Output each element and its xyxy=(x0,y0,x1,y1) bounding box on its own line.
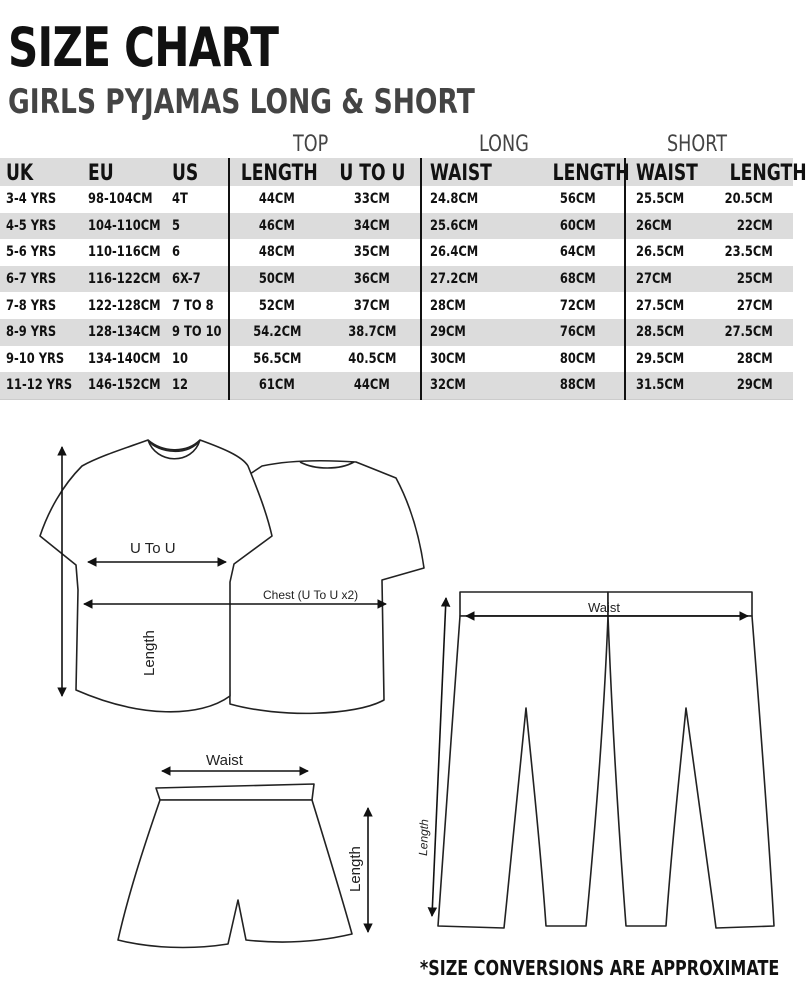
cell-long-length: 64CM xyxy=(560,244,596,261)
cell-uk: 8-9 YRS xyxy=(0,319,84,346)
cell-uk: 6-7 YRS xyxy=(0,266,84,293)
cell-short-waist: 25.5CM xyxy=(625,186,708,213)
cell-short-waist: 26.5CM xyxy=(625,239,708,266)
cell-top-u-to-u: 44CM xyxy=(324,372,421,399)
cell-us: 6X-7 xyxy=(170,266,229,293)
cell-top-length: 52CM xyxy=(229,292,324,319)
cell-long-waist: 27.2CM xyxy=(421,266,531,293)
cell-long-waist: 30CM xyxy=(421,346,531,373)
cell-top-length: 48CM xyxy=(229,239,324,266)
cell-uk: 7-8 YRS xyxy=(6,297,57,314)
cell-top-u-to-u: 35CM xyxy=(354,244,390,261)
cell-eu: 122-128CM xyxy=(88,297,161,314)
cell-long-waist: 32CM xyxy=(421,372,531,399)
cell-eu: 134-140CM xyxy=(88,350,161,367)
long-length-label: Length xyxy=(416,818,432,857)
cell-eu: 146-152CM xyxy=(84,372,170,399)
group-label-short: SHORT xyxy=(667,132,727,157)
cell-long-waist: 25.6CM xyxy=(421,213,531,240)
header-us: US xyxy=(170,158,229,186)
header-short-waist: WAIST xyxy=(625,158,708,186)
cell-long-waist: 29CM xyxy=(421,319,531,346)
cell-short-length: 25CM xyxy=(708,266,793,293)
cell-long-length: 88CM xyxy=(531,372,625,399)
cell-long-waist: 26.4CM xyxy=(421,239,531,266)
chest-label: Chest (U To U x2) xyxy=(263,588,359,602)
cell-top-u-to-u: 36CM xyxy=(324,266,421,293)
cell-short-length: 27.5CM xyxy=(708,319,793,346)
cell-long-length: 80CM xyxy=(560,350,596,367)
cell-uk: 5-6 YRS xyxy=(6,244,57,261)
cell-top-length: 50CM xyxy=(229,266,324,293)
cell-top-length: 56.5CM xyxy=(229,346,324,373)
shorts-waist-label: Waist xyxy=(206,752,243,769)
header-top-length: LENGTH xyxy=(229,158,324,186)
cell-top-u-to-u: 33CM xyxy=(354,191,390,208)
cell-us: 5 xyxy=(170,213,229,240)
cell-long-length: 72CM xyxy=(560,297,596,314)
cell-top-u-to-u: 40.5CM xyxy=(347,350,397,367)
cell-eu: 116-122CM xyxy=(84,266,170,293)
page-subtitle: GIRLS PYJAMAS LONG & SHORT xyxy=(8,82,475,122)
cell-long-waist: 28CM xyxy=(421,292,531,319)
header-short-length: LENGTH xyxy=(708,158,793,186)
cell-us: 10 xyxy=(172,350,188,367)
cell-long-length: 68CM xyxy=(531,266,625,293)
header-long-waist: WAIST xyxy=(421,158,531,186)
cell-long-length: 76CM xyxy=(531,319,625,346)
tshirt-length-label: Length xyxy=(141,630,158,676)
cell-top-length: 54.2CM xyxy=(229,319,324,346)
size-disclaimer: *SIZE CONVERSIONS ARE APPROXIMATE xyxy=(419,956,779,980)
cell-eu: 98-104CM xyxy=(88,191,153,208)
cell-short-waist: 31.5CM xyxy=(625,372,708,399)
cell-short-length: 29CM xyxy=(708,372,793,399)
header-uk: UK xyxy=(0,158,84,186)
cell-top-u-to-u: 37CM xyxy=(354,297,390,314)
cell-short-length: 23.5CM xyxy=(724,244,773,261)
cell-long-length: 56CM xyxy=(560,191,596,208)
cell-short-length: 28CM xyxy=(737,350,773,367)
cell-long-waist: 24.8CM xyxy=(421,186,531,213)
group-label-long: LONG xyxy=(479,132,529,157)
header-long-length: LENGTH xyxy=(531,158,625,186)
cell-top-u-to-u: 34CM xyxy=(324,213,421,240)
cell-short-length: 27CM xyxy=(737,297,773,314)
cell-short-waist: 27CM xyxy=(625,266,708,293)
long-pants-outline xyxy=(438,592,774,928)
cell-us: 9 TO 10 xyxy=(170,319,229,346)
cell-top-length: 46CM xyxy=(229,213,324,240)
group-label-top: TOP xyxy=(293,132,329,157)
long-waist-label: Waist xyxy=(588,600,621,615)
cell-eu: 110-116CM xyxy=(88,244,161,261)
cell-short-length: 20.5CM xyxy=(724,191,773,208)
shorts-outline xyxy=(118,784,352,947)
cell-long-length: 60CM xyxy=(531,213,625,240)
cell-short-waist: 28.5CM xyxy=(625,319,708,346)
cell-us: 7 TO 8 xyxy=(172,297,214,314)
shorts-length-label: Length xyxy=(347,846,364,892)
cell-short-waist: 27.5CM xyxy=(625,292,708,319)
cell-us: 6 xyxy=(172,244,180,261)
cell-us: 12 xyxy=(170,372,229,399)
u-to-u-label: U To U xyxy=(130,540,176,557)
cell-top-u-to-u: 38.7CM xyxy=(324,319,421,346)
cell-uk: 11-12 YRS xyxy=(0,372,84,399)
page-title: SIZE CHART xyxy=(8,16,279,79)
header-top-u-to-u: U TO U xyxy=(324,158,421,186)
cell-uk: 4-5 YRS xyxy=(0,213,84,240)
cell-uk: 9-10 YRS xyxy=(6,350,65,367)
cell-short-waist: 26CM xyxy=(625,213,708,240)
cell-short-length: 22CM xyxy=(708,213,793,240)
cell-us: 4T xyxy=(172,191,188,208)
cell-eu: 104-110CM xyxy=(84,213,170,240)
header-eu: EU xyxy=(84,158,170,186)
cell-top-length: 44CM xyxy=(229,186,324,213)
cell-top-length: 61CM xyxy=(229,372,324,399)
cell-uk: 3-4 YRS xyxy=(6,191,57,208)
cell-eu: 128-134CM xyxy=(84,319,170,346)
cell-short-waist: 29.5CM xyxy=(625,346,708,373)
